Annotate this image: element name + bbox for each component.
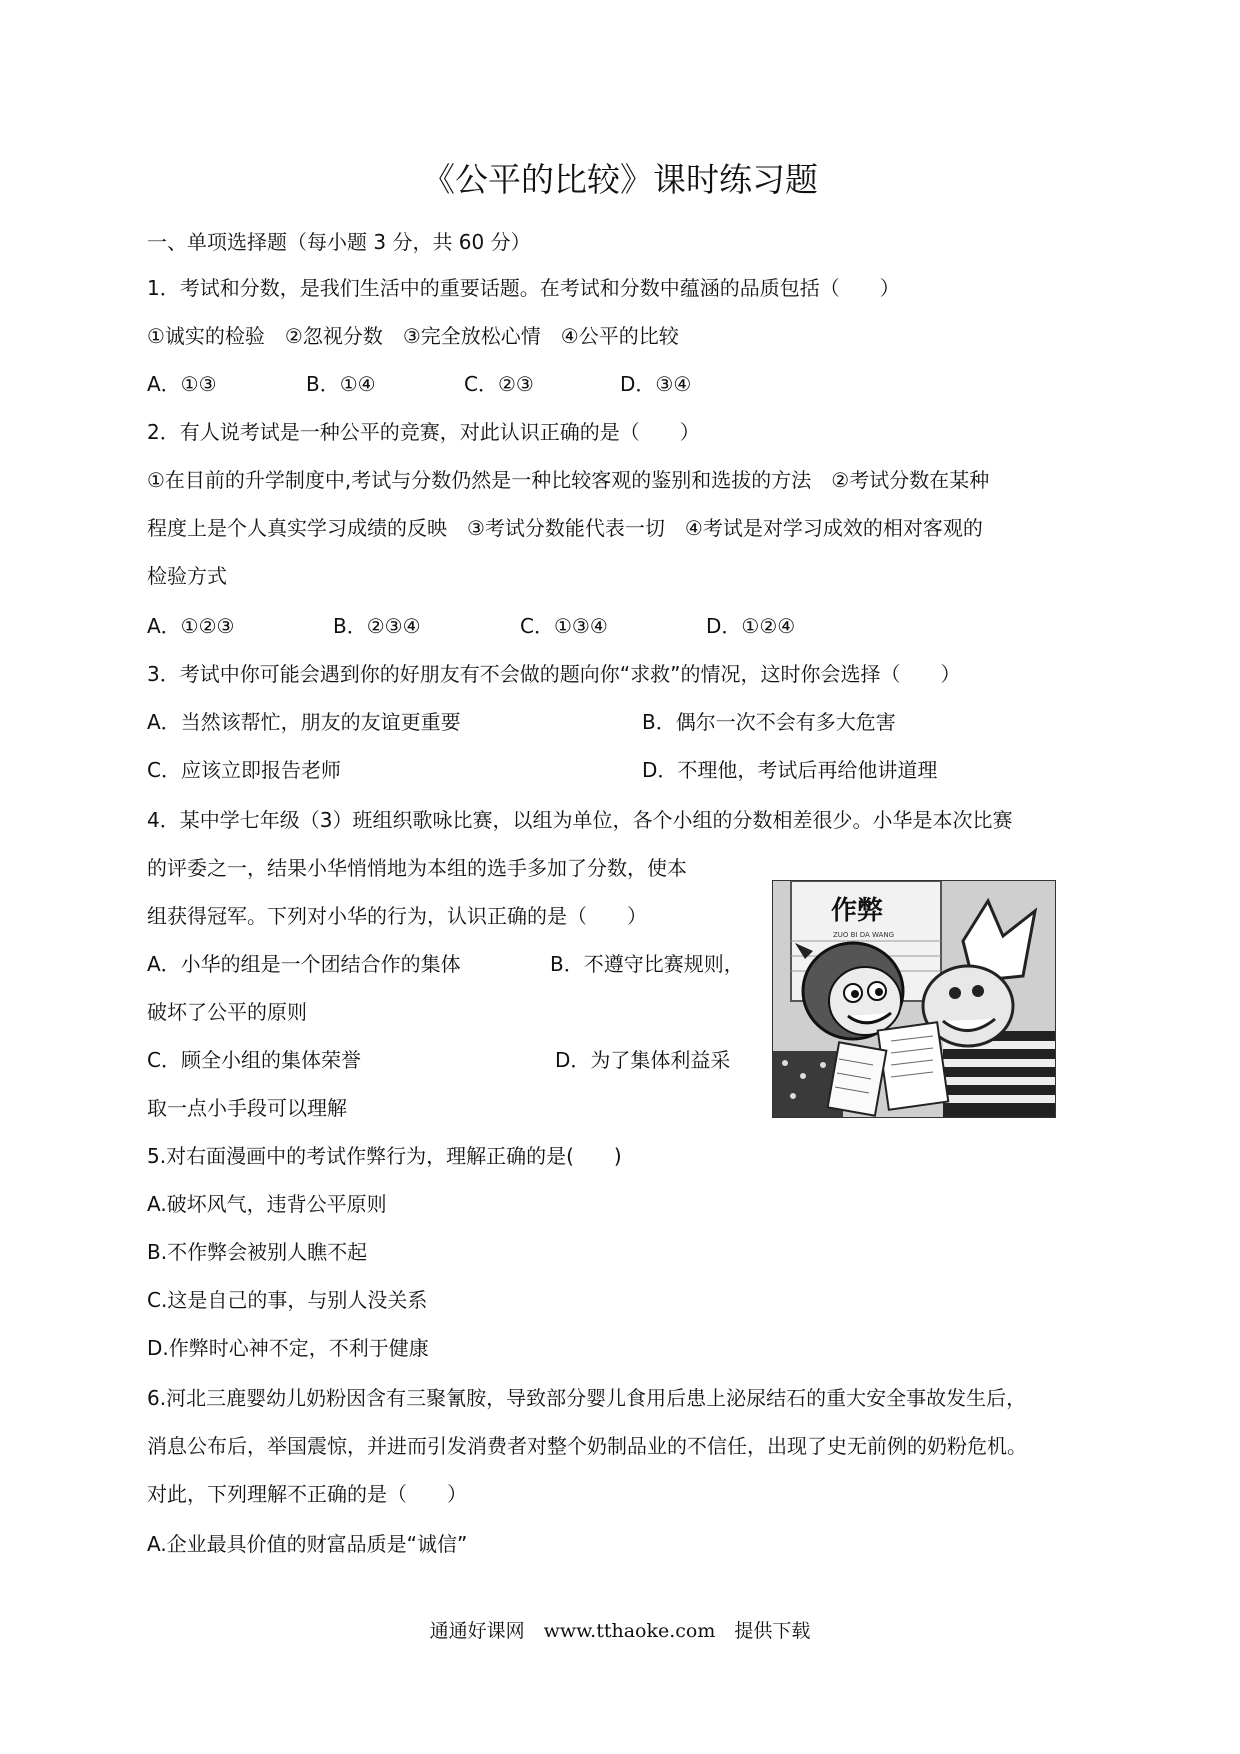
q4-option-b-cont: 破坏了公平的原则 <box>147 1000 307 1024</box>
q5-option-c: C.这是自己的事，与别人没关系 <box>147 1288 428 1312</box>
q1-stem: 1．考试和分数，是我们生活中的重要话题。在考试和分数中蕴涵的品质包括（ ） <box>147 276 900 300</box>
q6-text-line: 6.河北三鹿婴幼儿奶粉因含有三聚氰胺，导致部分婴儿食用后患上泌尿结石的重大安全事故发生后， <box>147 1386 1027 1410</box>
q4-option-a: A．小华的组是一个团结合作的集体 <box>147 952 461 976</box>
page-title: 《公平的比较》课时练习题 <box>422 160 818 199</box>
q3-option-a: A．当然该帮忙，朋友的友谊更重要 <box>147 710 461 734</box>
q3-option-d: D．不理他，考试后再给他讲道理 <box>642 758 938 782</box>
q1-option-d: D．③④ <box>620 372 692 396</box>
q2-option-c: C．①③④ <box>520 614 608 638</box>
q2-text-line: 程度上是个人真实学习成绩的反映 ③考试分数能代表一切 ④考试是对学习成效的相对客观的 <box>147 516 983 540</box>
q2-option-a: A．①②③ <box>147 614 235 638</box>
q1-option-c: C．②③ <box>464 372 534 396</box>
q4-option-d: D．为了集体利益采 <box>555 1048 731 1072</box>
q6-text-line: 对此，下列理解不正确的是（ ） <box>147 1482 467 1506</box>
q1-option-b: B．①④ <box>306 372 376 396</box>
cartoon-caption: 作弊 <box>831 896 884 926</box>
cartoon-drawing <box>773 881 1055 1117</box>
q1-items: ①诚实的检验 ②忽视分数 ③完全放松心情 ④公平的比较 <box>147 324 679 348</box>
cartoon-subcaption: ZUO BI DA WANG <box>833 931 895 939</box>
q5-stem: 5.对右面漫画中的考试作弊行为，理解正确的是( ) <box>147 1144 622 1168</box>
q2-option-d: D．①②④ <box>706 614 796 638</box>
q2-text-line: 检验方式 <box>147 564 227 588</box>
q4-option-c: C．顾全小组的集体荣誉 <box>147 1048 361 1072</box>
q2-text-line: ①在目前的升学制度中,考试与分数仍然是一种比较客观的鉴别和选拔的方法 ②考试分数在某种 <box>147 468 990 492</box>
cheating-cartoon <box>772 880 1056 1118</box>
q3-stem: 3．考试中你可能会遇到你的好朋友有不会做的题向你“求救”的情况，这时你会选择（ ） <box>147 662 961 686</box>
section-heading: 一、单项选择题（每小题 3 分，共 60 分） <box>147 230 531 254</box>
q6-text-line: 消息公布后，举国震惊，并进而引发消费者对整个奶制品业的不信任，出现了史无前例的奶粉危机。 <box>147 1434 1027 1458</box>
q4-option-b: B．不遵守比赛规则， <box>550 952 744 976</box>
q1-option-a: A．①③ <box>147 372 217 396</box>
q4-option-d-cont: 取一点小手段可以理解 <box>147 1096 347 1120</box>
q4-text-line: 组获得冠军。下列对小华的行为，认识正确的是（ ） <box>147 904 647 928</box>
q6-option-a: A.企业最具价值的财富品质是“诚信” <box>147 1532 468 1556</box>
q2-option-b: B．②③④ <box>333 614 421 638</box>
q2-stem: 2．有人说考试是一种公平的竞赛，对此认识正确的是（ ） <box>147 420 700 444</box>
q3-option-b: B．偶尔一次不会有多大危害 <box>642 710 896 734</box>
q4-text-line: 的评委之一，结果小华悄悄地为本组的选手多加了分数，使本 <box>147 856 687 880</box>
q3-option-c: C．应该立即报告老师 <box>147 758 341 782</box>
page-footer: 通通好课网 www.tthaoke.com 提供下载 <box>429 1620 811 1642</box>
q5-option-b: B.不作弊会被别人瞧不起 <box>147 1240 368 1264</box>
q4-text-line: 4．某中学七年级（3）班组织歌咏比赛，以组为单位，各个小组的分数相差很少。小华是本次比赛 <box>147 808 1013 832</box>
q5-option-d: D.作弊时心神不定，不利于健康 <box>147 1336 429 1360</box>
q5-option-a: A.破坏风气，违背公平原则 <box>147 1192 387 1216</box>
